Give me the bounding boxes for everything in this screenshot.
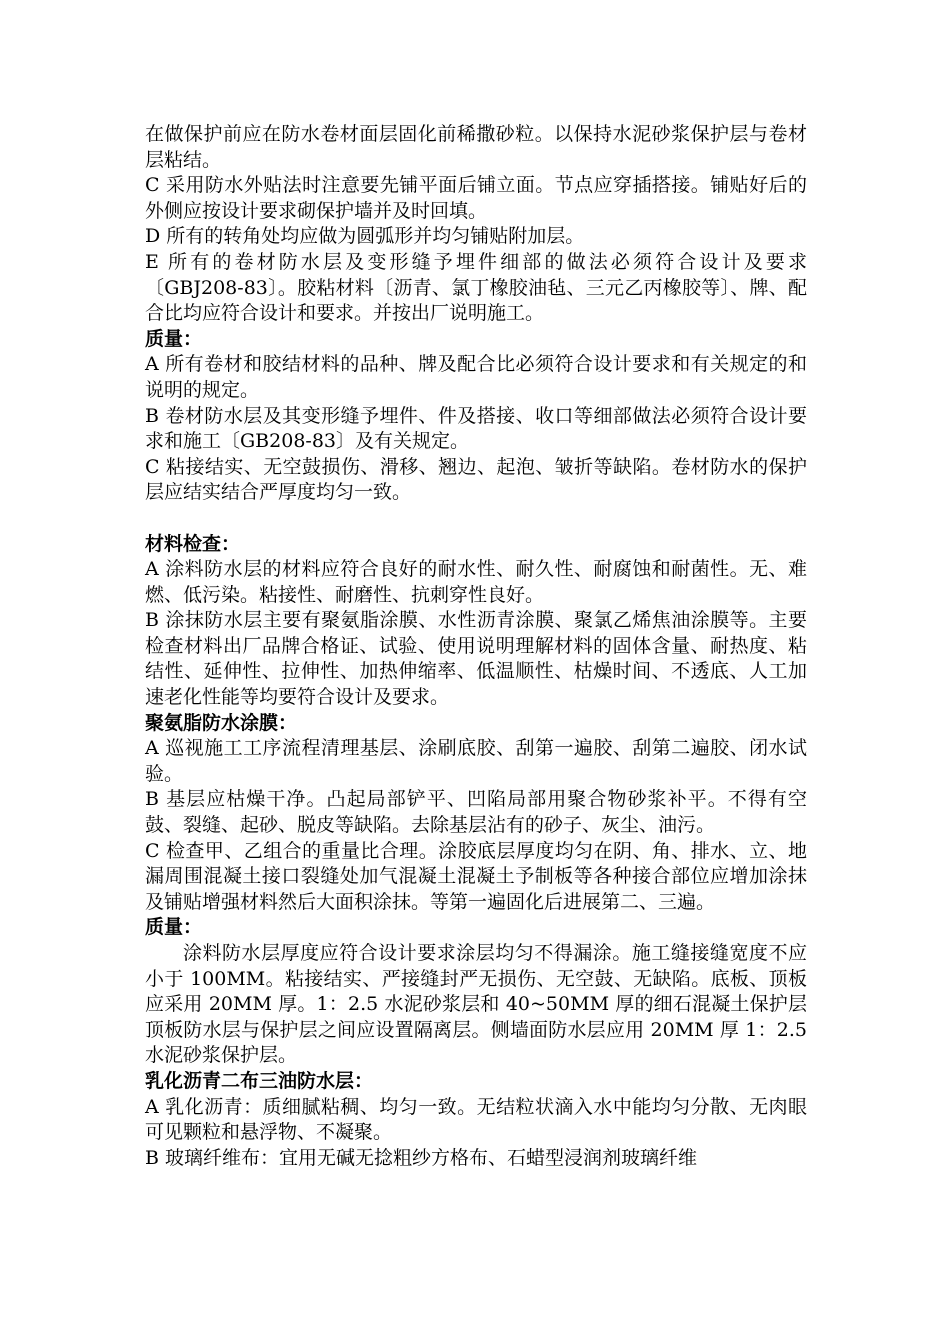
paragraph: 在做保护前应在防水卷材面层固化前稀撒砂粒。以保持水泥砂浆保护层与卷材层粘结。 xyxy=(145,123,807,171)
section-heading: 乳化沥青二布三油防水层： xyxy=(145,1069,374,1092)
indented-paragraph: 涂料防水层厚度应符合设计要求涂层均匀不得漏涂。施工缝接缝宽度不应小于 100MM。粘接结实、严接缝封严无损伤、无空鼓、无缺陷。底板、顶板应采用 20MM 厚。1：2.5 水泥砂浆层和 40~50MM 厚的细石混凝土保护层顶板防水层与保护层之间应设置隔离层。侧墙面防水层应用 20MM 厚 1：2.5 水泥砂浆保护层。 xyxy=(145,942,807,1067)
blank-line xyxy=(145,506,807,532)
document-page xyxy=(145,122,807,1171)
paragraph: B 玻璃纤维布：宜用无碱无捻粗纱方格布、石蜡型浸润剂玻璃纤维 xyxy=(145,1146,698,1169)
paragraph: C 检查甲、乙组合的重量比合理。涂胶底层厚度均匀在阴、角、排水、立、地漏周围混凝土接口裂缝处加气混凝土混凝土予制板等各种接合部位应增加涂抹及铺贴增强材料然后大面积涂抹。等第一遍固化后进展第二、三遍。 xyxy=(145,839,807,913)
paragraph: C 粘接结实、无空鼓损伤、滑移、翘边、起泡、皱折等缺陷。卷材防水的保护层应结实结合严厚度均匀一致。 xyxy=(145,455,807,504)
section-heading: 质量： xyxy=(145,916,203,939)
paragraph: A 巡视施工工序流程清理基层、涂刷底胶、刮第一遍胶、刮第二遍胶、闭水试验。 xyxy=(145,737,807,785)
section-heading: 质量： xyxy=(145,327,203,350)
paragraph: A 乳化沥青：质细腻粘稠、均匀一致。无结粒状滴入水中能均匀分散、无肉眼可见颗粒和悬浮物、不凝聚。 xyxy=(145,1095,807,1144)
paragraph: D 所有的转角处均应做为圆弧形并均匀铺贴附加层。 xyxy=(145,225,585,248)
paragraph: A 涂料防水层的材料应符合良好的耐水性、耐久性、耐腐蚀和耐菌性。无、难燃、低污染。粘接性、耐磨性、抗刺穿性良好。 xyxy=(145,558,807,606)
paragraph: E 所有的卷材防水层及变形缝予埋件细部的做法必须符合设计及要求〔GBJ208-83〕。胶粘材料〔沥青、氯丁橡胶油毡、三元乙丙橡胶等〕、牌、配合比均应符合设计和要求。并按出厂说明施工。 xyxy=(145,250,807,325)
paragraph: A 所有卷材和胶结材料的品种、牌及配合比必须符合设计要求和有关规定的和说明的规定。 xyxy=(145,353,807,401)
paragraph: C 采用防水外贴法时注意要先铺平面后铺立面。节点应穿插搭接。铺贴好后的外侧应按设计要求砌保护墙并及时回填。 xyxy=(145,174,807,222)
paragraph: B 基层应枯燥干净。凸起局部铲平、凹陷局部用聚合物砂浆补平。不得有空鼓、裂缝、起砂、脱皮等缺陷。去除基层沾有的砂子、灰尘、油污。 xyxy=(145,788,807,837)
section-heading: 材料检查： xyxy=(145,532,241,555)
paragraph: B 卷材防水层及其变形缝予埋件、件及搭接、收口等细部做法必须符合设计要求和施工〔GB208-83〕及有关规定。 xyxy=(145,404,807,453)
paragraph: B 涂抹防水层主要有聚氨脂涂膜、水性沥青涂膜、聚氯乙烯焦油涂膜等。主要检查材料出厂品牌合格证、试验、使用说明理解材料的固体含量、耐热度、粘结性、延伸性、拉伸性、加热伸缩率、低温顺性、枯燥时间、不透底、人工加速老化性能等均要符合设计及要求。 xyxy=(145,609,807,709)
section-heading: 聚氨脂防水涂膜： xyxy=(145,711,298,734)
